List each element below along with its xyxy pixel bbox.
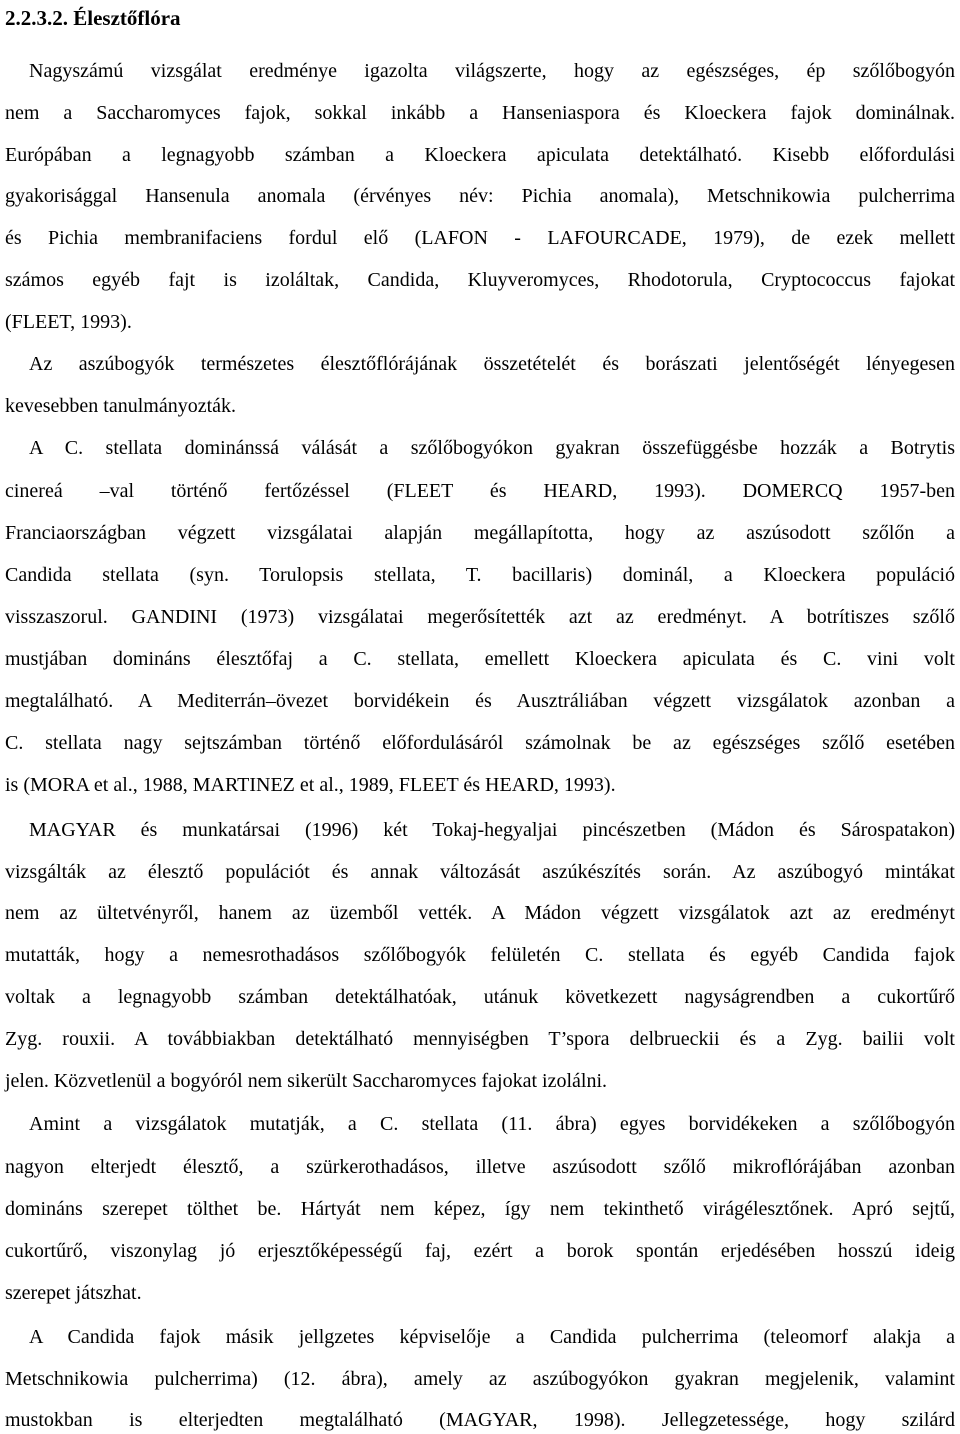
paragraph-line: Európában a legnagyobb számban a Kloeckera apiculata detektálható. Kisebb előfordulási <box>5 144 955 166</box>
paragraph-line: Az aszúbogyók természetes élesztőflórájának összetételét és borászati jelentőségét lényegesen <box>29 353 955 375</box>
paragraph-line: Zyg. rouxii. A továbbiakban detektálható mennyiségben T’spora delbrueckii és a Zyg. bailii volt <box>5 1028 955 1050</box>
paragraph-line: A C. stellata dominánssá válását a szőlőbogyókon gyakran összefüggésbe hozzák a Botrytis <box>29 437 955 459</box>
paragraph-line: voltak a legnagyobb számban detektálhatóak, utánuk következett nagyságrendben a cukortűrő <box>5 986 955 1008</box>
paragraph-line: Amint a vizsgálatok mutatják, a C. stellata (11. ábra) egyes borvidékeken a szőlőbogyón <box>29 1113 955 1135</box>
paragraph-line: nem a Saccharomyces fajok, sokkal inkább a Hanseniaspora és Kloeckera fajok dominálnak. <box>5 102 955 124</box>
paragraph-line: jelen. Közvetlenül a bogyóról nem sikerült Saccharomyces fajokat izolálni. <box>5 1070 608 1092</box>
paragraph-line: visszaszorul. GANDINI (1973) vizsgálatai megerősítették azt az eredményt. A botrítiszes szőlő <box>5 606 955 628</box>
paragraph-line: cinereá –val történő fertőzéssel (FLEET és HEARD, 1993). DOMERCQ 1957-ben <box>5 480 955 502</box>
paragraph-line: nagyon elterjedt élesztő, a szürkerothadásos, illetve aszúsodott szőlő mikroflórájában azonban <box>5 1156 955 1178</box>
paragraph-line: C. stellata nagy sejtszámban történő előfordulásáról számolnak be az egészséges szőlő esetében <box>5 732 955 754</box>
paragraph-line: Nagyszámú vizsgálat eredménye igazolta világszerte, hogy az egészséges, ép szőlőbogyón <box>29 60 955 82</box>
paragraph-line: kevesebben tanulmányozták. <box>5 395 237 417</box>
paragraph-line: és Pichia membranifaciens fordul elő (LAFON - LAFOURCADE, 1979), de ezek mellett <box>5 227 955 249</box>
paragraph-line: szerepet játszhat. <box>5 1282 142 1304</box>
paragraph-line: MAGYAR és munkatársai (1996) két Tokaj-hegyaljai pincészetben (Mádon és Sárospatakon) <box>29 819 955 841</box>
paragraph-line: Franciaországban végzett vizsgálatai alapján megállapította, hogy az aszúsodott szőlőn a <box>5 522 955 544</box>
paragraph-line: Metschnikowia pulcherrima) (12. ábra), amely az aszúbogyókon gyakran megjelenik, valamint <box>5 1368 955 1390</box>
paragraph-line: mutatták, hogy a nemesrothadásos szőlőbogyók felületén C. stellata és egyéb Candida fajok <box>5 944 955 966</box>
paragraph-line: mustjában domináns élesztőfaj a C. stellata, emellett Kloeckera apiculata és C. vini volt <box>5 648 955 670</box>
paragraph-line: cukortűrő, viszonylag jó erjesztőképességű faj, ezért a borok spontán erjedésében hosszú ideig <box>5 1240 955 1262</box>
paragraph-line: domináns szerepet tölthet be. Hártyát nem képez, így nem tekinthető virágélesztőnek. Apró sejtű, <box>5 1198 955 1220</box>
paragraph-line: megtalálható. A Mediterrán–övezet borvidékein és Ausztráliában végzett vizsgálatok azonban a <box>5 690 955 712</box>
paragraph-line: is (MORA et al., 1988, MARTINEZ et al., 1989, FLEET és HEARD, 1993). <box>5 774 616 796</box>
paragraph-line: Candida stellata (syn. Torulopsis stellata, T. bacillaris) dominál, a Kloeckera populáció <box>5 564 955 586</box>
paragraph-line: gyakorisággal Hansenula anomala (érvényes név: Pichia anomala), Metschnikowia pulcherrima <box>5 185 955 207</box>
paragraph-line: vizsgálták az élesztő populációt és annak változását aszúkészítés során. Az aszúbogyó mintákat <box>5 861 955 883</box>
paragraph-line: számos egyéb fajt is izoláltak, Candida, Kluyveromyces, Rhodotorula, Cryptococcus fajokat <box>5 269 955 291</box>
paragraph-line: mustokban is elterjedten megtalálható (MAGYAR, 1998). Jellegzetessége, hogy szilárd <box>5 1409 955 1431</box>
paragraph-line: nem az ültetvényről, hanem az üzemből vették. A Mádon végzett vizsgálatok azt az eredményt <box>5 902 955 924</box>
paragraph-line: A Candida fajok másik jellgzetes képviselője a Candida pulcherrima (teleomorf alakja a <box>29 1326 955 1348</box>
section-heading: 2.2.3.2. Élesztőflóra <box>5 6 181 30</box>
paragraph-line: (FLEET, 1993). <box>5 311 132 333</box>
